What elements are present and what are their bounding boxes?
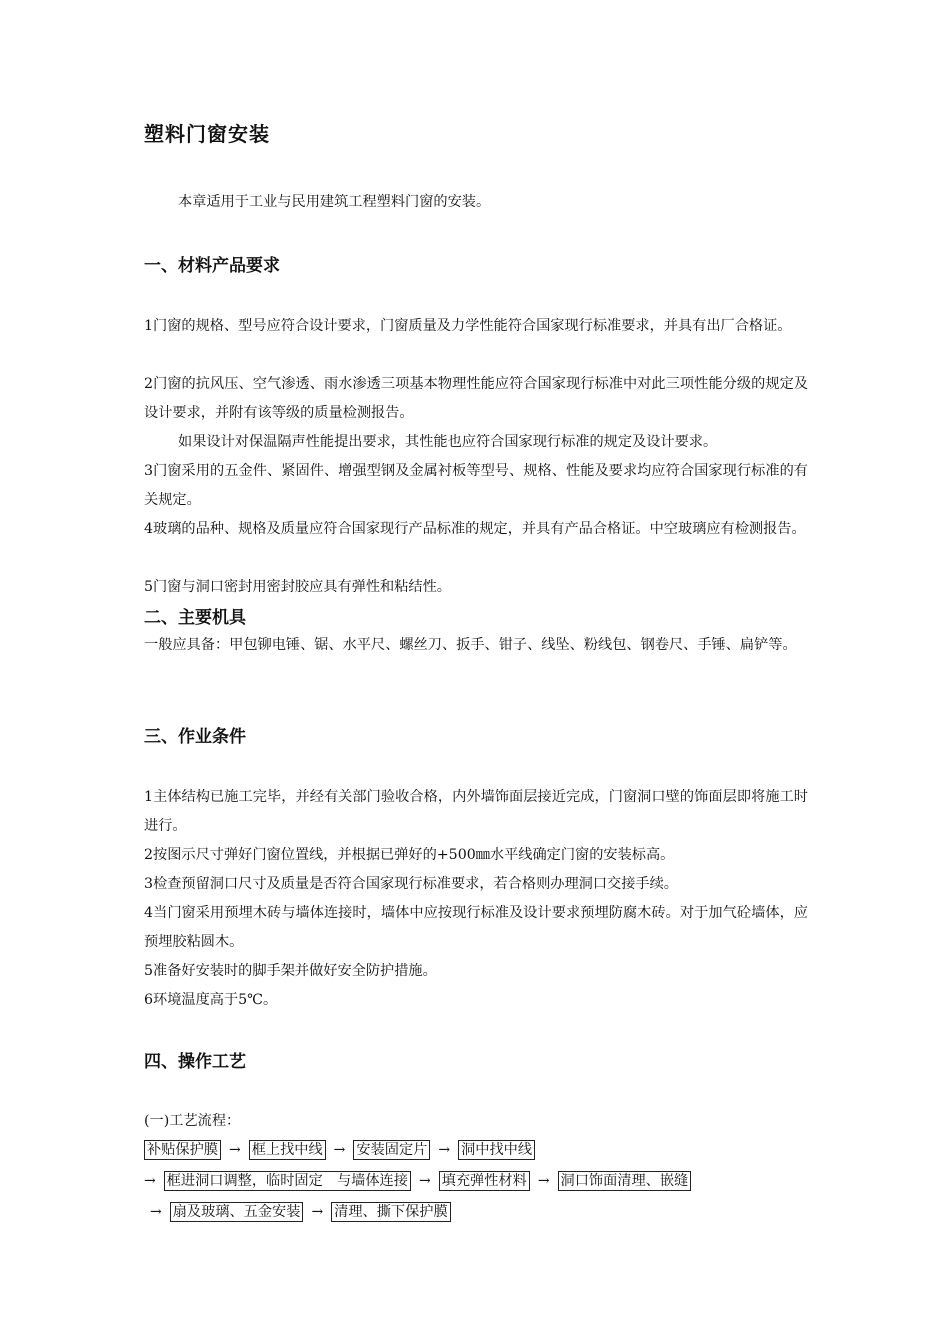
- paragraph: 5门窗与洞口密封用密封胶应具有弹性和粘结性。: [144, 579, 451, 595]
- process-flow-label: (一)工艺流程：: [144, 1113, 241, 1129]
- flow-arrow: →: [438, 1142, 451, 1158]
- document-title: 塑料门窗安装: [144, 122, 270, 146]
- flow-arrow: →: [144, 1173, 156, 1189]
- flow-arrow: →: [418, 1173, 431, 1189]
- flow-step: 清理、撕下保护膜: [331, 1202, 451, 1222]
- flow-step: 洞中找中线: [458, 1140, 535, 1160]
- flow-arrow: →: [311, 1204, 324, 1220]
- section-heading-conditions: 三、作业条件: [144, 727, 246, 747]
- paragraph: 2门窗的抗风压、空气渗透、雨水渗透三项基本物理性能应符合国家现行标准中对此三项性能分级的规定及设计要求，并附有该等级的质量检测报告。: [144, 376, 808, 421]
- flow-step: 安装固定片: [353, 1140, 430, 1160]
- paragraph: 一般应具备：甲包铆电锤、锯、水平尺、螺丝刀、扳手、钳子、线坠、粉线包、钢卷尺、手锤、扁铲等。: [144, 637, 797, 653]
- flow-row: [144, 1139, 535, 1161]
- section-heading-process: 四、操作工艺: [144, 1052, 246, 1072]
- flow-step: 洞口饰面清理、嵌缝: [558, 1171, 692, 1191]
- paragraph: 6环境温度高于5℃。: [144, 992, 278, 1008]
- paragraph: 3检查预留洞口尺寸及质量是否符合国家现行标准要求，若合格则办理洞口交接手续。: [144, 876, 678, 892]
- flow-step: 框上找中线: [249, 1140, 326, 1160]
- flow-arrow: →: [333, 1142, 346, 1158]
- paragraph: 2按图示尺寸弹好门窗位置线，并根据已弹好的+500㎜水平线确定门窗的安装标高。: [144, 847, 675, 863]
- paragraph: 5准备好安装时的脚手架并做好安全防护措施。: [144, 963, 437, 979]
- flow-arrow: →: [537, 1173, 550, 1189]
- flow-arrow: →: [150, 1204, 162, 1220]
- paragraph: 如果设计对保温隔声性能提出要求，其性能也应符合国家现行标准的规定及设计要求。: [178, 434, 718, 450]
- flow-step: 扇及玻璃、五金安装: [170, 1202, 304, 1222]
- paragraph: 3门窗采用的五金件、紧固件、增强型钢及金属衬板等型号、规格、性能及要求均应符合国家现行标准的有关规定。: [144, 463, 808, 508]
- paragraph: 4当门窗采用预埋木砖与墙体连接时，墙体中应按现行标准及设计要求预埋防腐木砖。对于加气砼墙体，应预埋胶粘圆木。: [144, 905, 808, 950]
- section-heading-tools: 二、主要机具: [144, 608, 246, 628]
- section-heading-materials: 一、材料产品要求: [144, 256, 280, 276]
- flow-step: 框进洞口调整，临时固定 与墙体连接: [164, 1171, 411, 1191]
- flow-row: [144, 1170, 691, 1192]
- flow-arrow: →: [228, 1142, 241, 1158]
- flow-row: [144, 1201, 451, 1223]
- flow-step: 填充弹性材料: [439, 1171, 530, 1191]
- flow-step: 补贴保护膜: [144, 1140, 221, 1160]
- intro-paragraph: 本章适用于工业与民用建筑工程塑料门窗的安装。: [178, 194, 491, 210]
- paragraph: 1门窗的规格、型号应符合设计要求，门窗质量及力学性能符合国家现行标准要求，并具有出厂合格证。: [144, 318, 792, 334]
- paragraph: 1主体结构已施工完毕，并经有关部门验收合格，内外墙饰面层接近完成，门窗洞口壁的饰面层即将施工时进行。: [144, 789, 808, 834]
- paragraph: 4玻璃的品种、规格及质量应符合国家现行产品标准的规定，并具有产品合格证。中空玻璃应有检测报告。: [144, 521, 806, 537]
